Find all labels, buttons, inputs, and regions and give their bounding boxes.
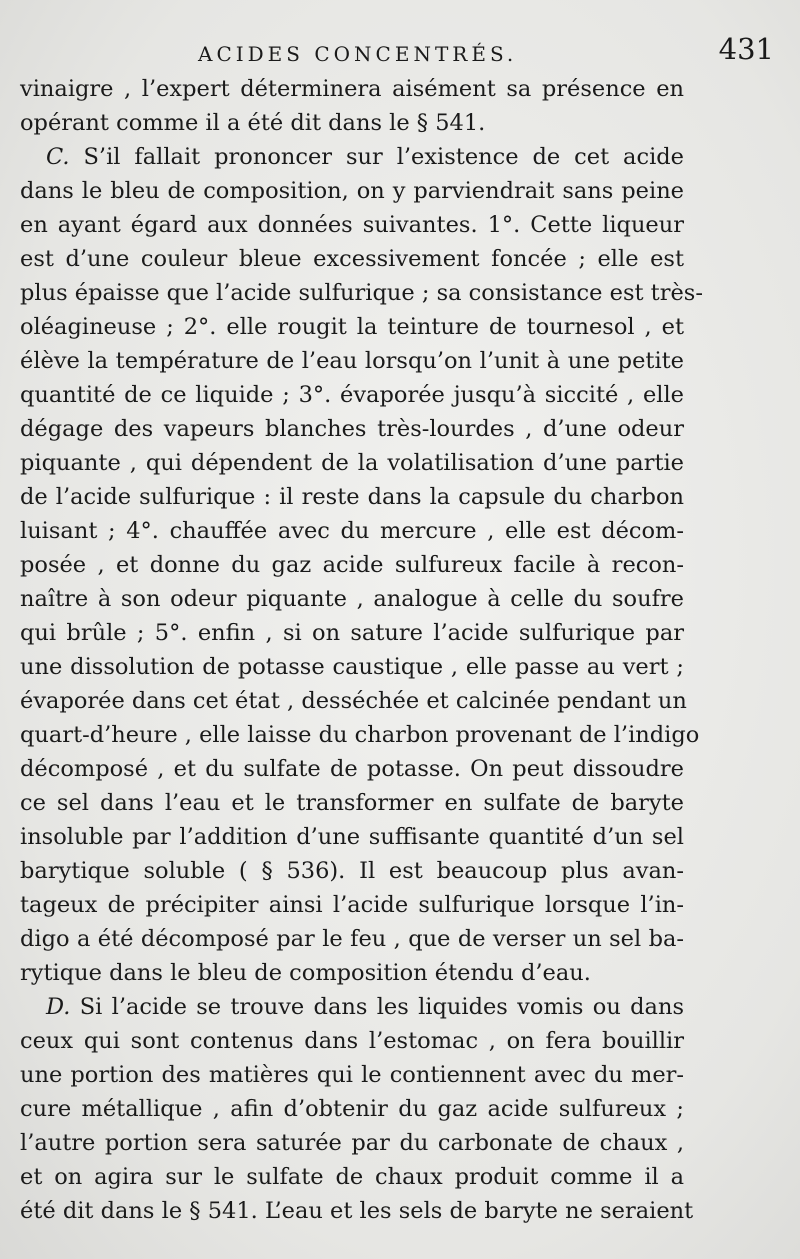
text-line: cure métallique , afin d’obtenir du gaz acide sulfureux ; (20, 1096, 684, 1122)
text-line: posée , et donne du gaz acide sulfureux facile à recon- (20, 552, 684, 578)
text-line: de l’acide sulfurique : il reste dans la capsule du charbon (20, 484, 684, 510)
text-line: piquante , qui dépendent de la volatilisation d’une partie (20, 450, 684, 476)
text-line: ce sel dans l’eau et le transformer en sulfate de baryte (20, 790, 684, 816)
text-line: ceux qui sont contenus dans l’estomac , on fera bouillir (20, 1028, 684, 1054)
text-line: qui brûle ; 5°. enfin , si on sature l’acide sulfurique par (20, 620, 684, 646)
page-header (0, 32, 800, 76)
page-number: 431 (718, 32, 774, 66)
text-line: en ayant égard aux données suivantes. 1°. Cette liqueur (20, 212, 684, 238)
text-line: rytique dans le bleu de composition étendu d’eau. (20, 960, 591, 986)
text-line: quantité de ce liquide ; 3°. évaporée jusqu’à siccité , elle (20, 382, 684, 408)
text-line: plus épaisse que l’acide sulfurique ; sa consistance est très- (20, 280, 703, 306)
text-line: l’autre portion sera saturée par du carbonate de chaux , (20, 1130, 684, 1156)
text-line: et on agira sur le sulfate de chaux produit comme il a (20, 1164, 684, 1190)
text-line: luisant ; 4°. chauffée avec du mercure , elle est décom- (20, 518, 684, 544)
text-line: est d’une couleur bleue excessivement foncée ; elle est (20, 246, 684, 272)
running-head: ACIDES CONCENTRÉS. (198, 42, 518, 66)
text-line (20, 140, 684, 174)
text-line: vinaigre , l’expert déterminera aisément sa présence en (20, 76, 684, 102)
text-line: élève la température de l’eau lorsqu’on l’unit à une petite (20, 348, 684, 374)
body-text (20, 72, 703, 1228)
text-line: barytique soluble ( § 536). Il est beaucoup plus avan- (20, 858, 684, 884)
text-line: digo a été décomposé par le feu , que de verser un sel ba- (20, 926, 684, 952)
text-line: une dissolution de potasse caustique , elle passe au vert ; (20, 654, 684, 680)
text-line-content: S’il fallait prononcer sur l’existence de cet acide (83, 144, 684, 170)
text-line (20, 990, 684, 1024)
text-line: évaporée dans cet état , desséchée et calcinée pendant un (20, 688, 687, 714)
section-marker-c: C. (46, 144, 70, 170)
text-line: une portion des matières qui le contiennent avec du mer- (20, 1062, 684, 1088)
section-marker-d: D. (46, 994, 71, 1020)
text-line-content: Si l’acide se trouve dans les liquides vomis ou dans (79, 994, 684, 1020)
text-line: oléagineuse ; 2°. elle rougit la teinture de tournesol , et (20, 314, 684, 340)
text-line: naître à son odeur piquante , analogue à celle du soufre (20, 586, 684, 612)
text-line: dégage des vapeurs blanches très-lourdes , d’une odeur (20, 416, 684, 442)
text-line: quart-d’heure , elle laisse du charbon provenant de l’indigo (20, 722, 700, 748)
text-line: été dit dans le § 541. L’eau et les sels de baryte ne seraient (20, 1198, 694, 1224)
text-line: décomposé , et du sulfate de potasse. On peut dissoudre (20, 756, 684, 782)
text-line: insoluble par l’addition d’une suffisante quantité d’un sel (20, 824, 684, 850)
text-line: dans le bleu de composition, on y parviendrait sans peine (20, 178, 684, 204)
text-line: opérant comme il a été dit dans le § 541. (20, 110, 486, 136)
text-line: tageux de précipiter ainsi l’acide sulfurique lorsque l’in- (20, 892, 684, 918)
